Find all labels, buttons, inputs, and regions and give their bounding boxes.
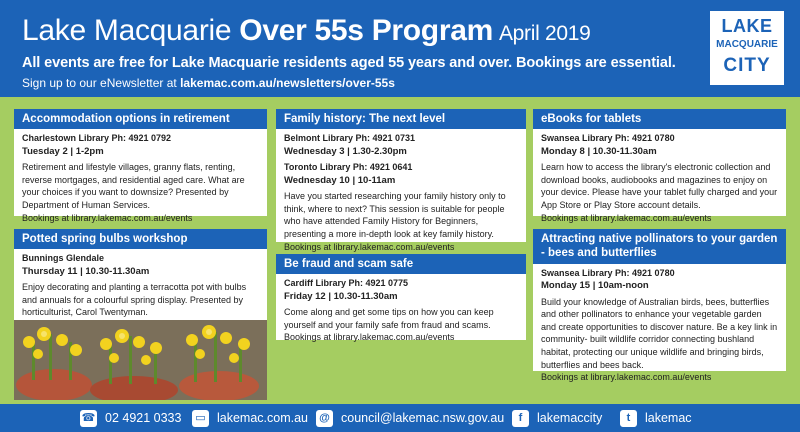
event-time: Monday 15 | 10am-noon [541, 280, 649, 292]
logo-line-1: LAKE [721, 16, 773, 36]
event-time: Monday 8 | 10.30-11.30am [541, 145, 657, 157]
event-description: Enjoy decorating and planting a terracotta pot with bulbs and annuals for a colourful spring display. Presented by horticulturist, Carol Twentyman. [22, 282, 247, 318]
website-link: lakemac.com.au [217, 411, 309, 425]
footer-website[interactable] [192, 410, 308, 427]
event-location: Toronto Library Ph: 4921 0641 [284, 162, 413, 173]
event-title: Accommodation options in retirement [14, 109, 267, 129]
twitter-handle: lakemac [645, 411, 692, 425]
event-location: Cardiff Library Ph: 4921 0775 [284, 278, 409, 289]
monitor-icon: ▭ [192, 410, 209, 427]
signup-link[interactable]: lakemac.com.au/newsletters/over-55s [180, 76, 395, 90]
newsletter-signup [22, 76, 395, 90]
logo-line-3: CITY [723, 55, 771, 76]
event-booking[interactable]: Bookings at library.lakemac.com.au/events [541, 212, 712, 223]
event-description: Have you started researching your family history only to think, where to next? This session is suitable for people who have attended Family History for Beginners, presenting a more in-depth look at key family history. [284, 191, 506, 239]
event-card-pollinators [533, 229, 786, 383]
event-description: Build your knowledge of Australian birds, bees, butterflies and other pollinators to enhance your vegetable garden and create opportunities to discover nature. Be a key link in community- built wildlife corridor connecting bushland habitat, protecting our unique wildlife and bringing birds, butterflies and bees back. [541, 296, 778, 370]
event-booking[interactable]: Bookings at library.lakemac.com.au/events [541, 372, 712, 383]
email-link: council@lakemac.nsw.gov.au [341, 411, 505, 425]
twitter-icon: t [620, 410, 637, 427]
event-booking[interactable]: Bookings at library.lakemac.com.au/events [22, 212, 193, 223]
title-part-1: Lake Macquarie [22, 14, 240, 47]
page-subtitle: All events are free for Lake Macquarie residents aged 55 years and over. Bookings are essential. [22, 55, 676, 71]
event-title: eBooks for tablets [533, 109, 786, 129]
logo-line-2: MACQUARIE [716, 39, 778, 50]
event-card-family-history [276, 109, 526, 252]
contact-footer [0, 404, 800, 432]
event-booking[interactable]: Bookings at library.lakemac.com.au/events [284, 241, 455, 252]
facebook-handle: lakemaccity [537, 411, 603, 425]
event-description: Retirement and lifestyle villages, granny flats, renting, reverse mortgages, and residential aged care. What are your choices if you want to downsize? Presented by Department of Human Services. [22, 162, 245, 211]
footer-facebook[interactable] [512, 410, 602, 427]
page-title [22, 14, 591, 48]
event-location: Bunnings Glendale [22, 253, 105, 264]
footer-email[interactable] [316, 410, 504, 427]
event-title: Attracting native pollinators to your garden - bees and butterflies [533, 229, 786, 264]
title-part-2: Over 55s Program [239, 14, 493, 47]
event-time: Thursday 11 | 10.30-11.30am [22, 265, 150, 277]
event-description: Come along and get some tips on how you can keep yourself and your family safe from fraud and scams. [284, 307, 494, 330]
at-sign-icon: @ [316, 410, 333, 427]
lake-macquarie-city-logo [710, 11, 784, 85]
event-title: Family history: The next level [276, 109, 526, 129]
footer-phone[interactable] [80, 410, 181, 427]
event-card-scam-safe [276, 254, 526, 343]
event-time: Wednesday 10 | 10-11am [284, 174, 396, 186]
signup-prefix: Sign up to our eNewsletter at [22, 76, 181, 90]
event-card-accommodation [14, 109, 267, 223]
event-location: Charlestown Library Ph: 4921 0792 [22, 133, 172, 144]
phone-icon: ☎ [80, 410, 97, 427]
daffodil-illustration [14, 320, 267, 400]
event-location: Swansea Library Ph: 4921 0780 [541, 267, 675, 278]
event-booking[interactable]: Bookings at library.lakemac.com.au/events [284, 332, 455, 343]
event-location: Belmont Library Ph: 4921 0731 [284, 133, 416, 144]
phone-number: 02 4921 0333 [105, 411, 182, 425]
header-banner [0, 0, 800, 97]
title-month: April 2019 [498, 22, 591, 45]
daffodil-pots-photo [14, 320, 267, 400]
event-title: Be fraud and scam safe [276, 254, 526, 274]
facebook-icon: f [512, 410, 529, 427]
event-card-ebooks [533, 109, 786, 223]
event-title: Potted spring bulbs workshop [14, 229, 267, 249]
event-location: Swansea Library Ph: 4921 0780 [541, 133, 675, 144]
event-time: Friday 12 | 10.30-11.30am [284, 290, 398, 302]
event-description: Learn how to access the library's electronic collection and download books, audiobooks and magazines to enjoy on your device. Please have your tablet fully charged and your App Store or Play Store account details. [541, 162, 778, 211]
event-time: Wednesday 3 | 1.30-2.30pm [284, 145, 407, 157]
footer-twitter[interactable] [620, 410, 692, 427]
event-time: Tuesday 2 | 1-2pm [22, 145, 104, 157]
